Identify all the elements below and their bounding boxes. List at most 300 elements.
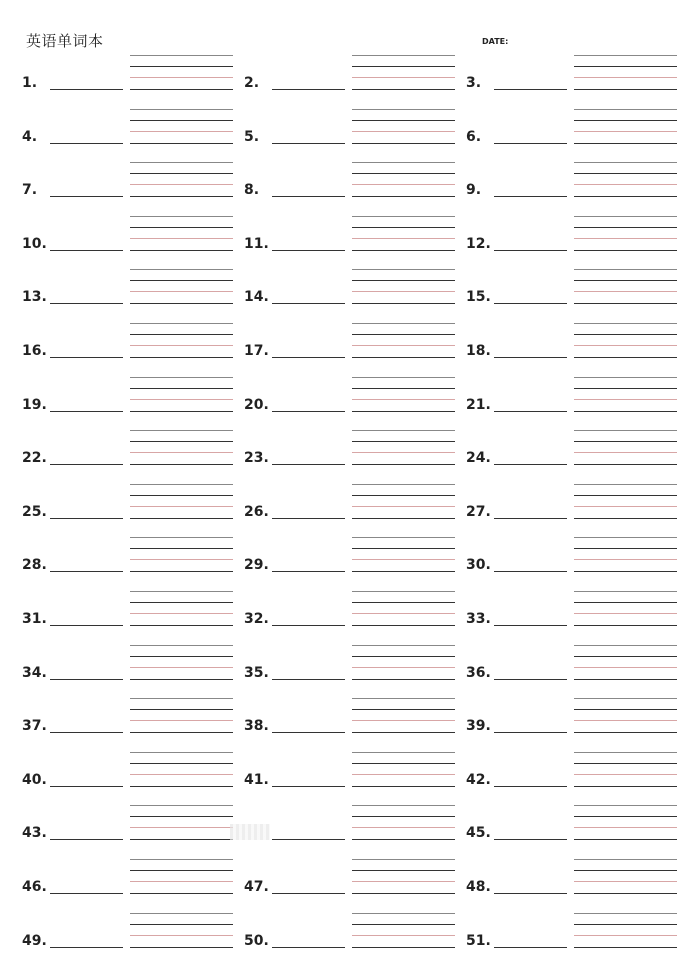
- definition-writing-line[interactable]: [130, 120, 233, 121]
- definition-writing-line[interactable]: [574, 131, 677, 132]
- entry-number: 40.: [22, 771, 47, 788]
- word-writing-line[interactable]: [494, 947, 567, 948]
- definition-writing-line[interactable]: [130, 881, 233, 882]
- entry-number: 1.: [22, 75, 38, 91]
- definition-writing-line[interactable]: [130, 816, 233, 817]
- definition-writing-line[interactable]: [352, 55, 455, 56]
- definition-writing-line[interactable]: [352, 602, 455, 603]
- definition-writing-line[interactable]: [574, 645, 677, 646]
- definition-writing-line[interactable]: [574, 947, 677, 948]
- word-writing-line[interactable]: [50, 143, 123, 144]
- definition-writing-line[interactable]: [574, 345, 677, 346]
- definition-writing-line[interactable]: [352, 250, 455, 251]
- definition-writing-line[interactable]: [130, 377, 233, 378]
- definition-writing-line[interactable]: [130, 227, 233, 228]
- definition-writing-line[interactable]: [130, 303, 233, 304]
- vocab-entry: [244, 108, 459, 162]
- definition-writing-line[interactable]: [130, 250, 233, 251]
- vocab-entry: [244, 644, 459, 698]
- definition-writing-line[interactable]: [574, 173, 677, 174]
- vocab-entry: [22, 108, 237, 162]
- definition-writing-line[interactable]: [352, 656, 455, 657]
- word-writing-line[interactable]: [272, 196, 345, 197]
- definition-writing-line[interactable]: [352, 357, 455, 358]
- word-writing-line[interactable]: [272, 357, 345, 358]
- vocab-entry: [466, 215, 681, 269]
- definition-writing-line[interactable]: [574, 495, 677, 496]
- definition-writing-line[interactable]: [574, 924, 677, 925]
- definition-writing-line[interactable]: [352, 377, 455, 378]
- word-writing-line[interactable]: [50, 679, 123, 680]
- definition-writing-line[interactable]: [574, 452, 677, 453]
- definition-writing-line[interactable]: [352, 173, 455, 174]
- definition-writing-line[interactable]: [574, 227, 677, 228]
- word-writing-line[interactable]: [272, 411, 345, 412]
- definition-writing-line[interactable]: [352, 464, 455, 465]
- definition-writing-line[interactable]: [130, 77, 233, 78]
- definition-writing-line[interactable]: [574, 732, 677, 733]
- definition-writing-line[interactable]: [130, 334, 233, 335]
- word-writing-line[interactable]: [494, 411, 567, 412]
- definition-writing-line[interactable]: [352, 131, 455, 132]
- definition-writing-line[interactable]: [574, 143, 677, 144]
- definition-writing-line[interactable]: [574, 720, 677, 721]
- definition-writing-line[interactable]: [574, 774, 677, 775]
- word-writing-line[interactable]: [50, 625, 123, 626]
- definition-writing-line[interactable]: [352, 816, 455, 817]
- definition-writing-line[interactable]: [130, 805, 233, 806]
- entry-number: 37.: [22, 718, 47, 735]
- vocab-entry: [466, 483, 681, 537]
- definition-writing-line[interactable]: [130, 924, 233, 925]
- definition-writing-line[interactable]: [130, 732, 233, 733]
- definition-writing-line[interactable]: [352, 162, 455, 163]
- definition-writing-line[interactable]: [130, 441, 233, 442]
- definition-writing-line[interactable]: [352, 77, 455, 78]
- vocab-entry: [466, 54, 681, 108]
- definition-writing-line[interactable]: [574, 77, 677, 78]
- definition-writing-line[interactable]: [574, 238, 677, 239]
- definition-writing-line[interactable]: [352, 720, 455, 721]
- entry-number: 33.: [466, 611, 491, 627]
- definition-writing-line[interactable]: [130, 947, 233, 948]
- definition-writing-line[interactable]: [352, 559, 455, 560]
- definition-writing-line[interactable]: [130, 109, 233, 110]
- definition-writing-line[interactable]: [352, 334, 455, 335]
- definition-writing-line[interactable]: [130, 357, 233, 358]
- word-writing-line[interactable]: [50, 839, 123, 840]
- definition-writing-line[interactable]: [352, 924, 455, 925]
- definition-writing-line[interactable]: [574, 752, 677, 753]
- definition-writing-line[interactable]: [130, 464, 233, 465]
- word-writing-line[interactable]: [272, 518, 345, 519]
- definition-writing-line[interactable]: [352, 196, 455, 197]
- word-writing-line[interactable]: [50, 411, 123, 412]
- definition-writing-line[interactable]: [130, 495, 233, 496]
- definition-writing-line[interactable]: [352, 786, 455, 787]
- word-writing-line[interactable]: [272, 625, 345, 626]
- word-writing-line[interactable]: [272, 947, 345, 948]
- definition-writing-line[interactable]: [574, 506, 677, 507]
- word-writing-line[interactable]: [272, 786, 345, 787]
- definition-writing-line[interactable]: [130, 216, 233, 217]
- definition-writing-line[interactable]: [352, 66, 455, 67]
- definition-writing-line[interactable]: [352, 495, 455, 496]
- definition-writing-line[interactable]: [130, 763, 233, 764]
- entry-number: 12.: [466, 235, 491, 252]
- definition-writing-line[interactable]: [352, 827, 455, 828]
- definition-writing-line[interactable]: [352, 893, 455, 894]
- definition-writing-line[interactable]: [352, 913, 455, 914]
- definition-writing-line[interactable]: [352, 839, 455, 840]
- definition-writing-line[interactable]: [574, 291, 677, 292]
- word-writing-line[interactable]: [272, 303, 345, 304]
- definition-writing-line[interactable]: [130, 709, 233, 710]
- definition-writing-line[interactable]: [130, 548, 233, 549]
- definition-writing-line[interactable]: [130, 656, 233, 657]
- definition-writing-line[interactable]: [574, 323, 677, 324]
- definition-writing-line[interactable]: [130, 537, 233, 538]
- definition-writing-line[interactable]: [352, 399, 455, 400]
- vocab-entry: [466, 429, 681, 483]
- definition-writing-line[interactable]: [352, 591, 455, 592]
- definition-writing-line[interactable]: [574, 698, 677, 699]
- word-writing-line[interactable]: [272, 250, 345, 251]
- word-writing-line[interactable]: [494, 518, 567, 519]
- definition-writing-line[interactable]: [352, 430, 455, 431]
- definition-writing-line[interactable]: [574, 625, 677, 626]
- entry-number: 10.: [22, 235, 47, 252]
- definition-writing-line[interactable]: [574, 913, 677, 914]
- entry-number: 47.: [244, 879, 269, 895]
- word-writing-line[interactable]: [50, 518, 123, 519]
- definition-writing-line[interactable]: [130, 786, 233, 787]
- vocab-entry: [22, 54, 237, 108]
- vocab-entry: [22, 268, 237, 322]
- definition-writing-line[interactable]: [130, 452, 233, 453]
- definition-writing-line[interactable]: [352, 280, 455, 281]
- word-writing-line[interactable]: [494, 303, 567, 304]
- definition-writing-line[interactable]: [352, 143, 455, 144]
- word-writing-line[interactable]: [50, 732, 123, 733]
- definition-writing-line[interactable]: [574, 388, 677, 389]
- definition-writing-line[interactable]: [130, 55, 233, 56]
- definition-writing-line[interactable]: [352, 269, 455, 270]
- definition-writing-line[interactable]: [130, 66, 233, 67]
- definition-writing-line[interactable]: [130, 625, 233, 626]
- definition-writing-line[interactable]: [130, 559, 233, 560]
- entry-number: 36.: [466, 664, 491, 681]
- definition-writing-line[interactable]: [574, 613, 677, 614]
- entry-number: 25.: [22, 503, 47, 520]
- definition-writing-line[interactable]: [130, 388, 233, 389]
- definition-writing-line[interactable]: [352, 625, 455, 626]
- definition-writing-line[interactable]: [574, 196, 677, 197]
- word-writing-line[interactable]: [272, 732, 345, 733]
- entry-number: 48.: [466, 879, 491, 895]
- definition-writing-line[interactable]: [130, 935, 233, 936]
- word-writing-line[interactable]: [50, 893, 123, 894]
- definition-writing-line[interactable]: [574, 709, 677, 710]
- definition-writing-line[interactable]: [352, 763, 455, 764]
- definition-writing-line[interactable]: [574, 303, 677, 304]
- entry-number: 26.: [244, 503, 269, 520]
- word-writing-line[interactable]: [50, 357, 123, 358]
- definition-writing-line[interactable]: [574, 548, 677, 549]
- definition-writing-line[interactable]: [574, 280, 677, 281]
- definition-writing-line[interactable]: [574, 216, 677, 217]
- definition-writing-line[interactable]: [352, 548, 455, 549]
- definition-writing-line[interactable]: [130, 839, 233, 840]
- definition-writing-line[interactable]: [130, 196, 233, 197]
- definition-writing-line[interactable]: [130, 484, 233, 485]
- entry-number: 3.: [466, 75, 482, 91]
- definition-writing-line[interactable]: [574, 859, 677, 860]
- definition-writing-line[interactable]: [574, 377, 677, 378]
- definition-writing-line[interactable]: [352, 571, 455, 572]
- word-writing-line[interactable]: [494, 357, 567, 358]
- word-writing-line[interactable]: [494, 625, 567, 626]
- definition-writing-line[interactable]: [574, 537, 677, 538]
- word-writing-line[interactable]: [50, 303, 123, 304]
- definition-writing-line[interactable]: [352, 881, 455, 882]
- definition-writing-line[interactable]: [574, 184, 677, 185]
- word-writing-line[interactable]: [272, 571, 345, 572]
- entry-number: 22.: [22, 450, 47, 467]
- vocab-entry: [22, 858, 237, 912]
- definition-writing-line[interactable]: [352, 667, 455, 668]
- definition-writing-line[interactable]: [574, 55, 677, 56]
- entry-number: 18.: [466, 343, 491, 359]
- definition-writing-line[interactable]: [574, 399, 677, 400]
- word-writing-line[interactable]: [494, 786, 567, 787]
- definition-writing-line[interactable]: [130, 602, 233, 603]
- word-writing-line[interactable]: [50, 89, 123, 90]
- word-writing-line[interactable]: [50, 464, 123, 465]
- word-writing-line[interactable]: [494, 571, 567, 572]
- definition-writing-line[interactable]: [352, 441, 455, 442]
- definition-writing-line[interactable]: [574, 250, 677, 251]
- definition-writing-line[interactable]: [574, 66, 677, 67]
- definition-writing-line[interactable]: [574, 881, 677, 882]
- vocab-entry: [22, 590, 237, 644]
- vocab-entry: [244, 483, 459, 537]
- definition-writing-line[interactable]: [574, 935, 677, 936]
- definition-writing-line[interactable]: [574, 827, 677, 828]
- word-writing-line[interactable]: [272, 464, 345, 465]
- definition-writing-line[interactable]: [352, 411, 455, 412]
- definition-writing-line[interactable]: [352, 345, 455, 346]
- definition-writing-line[interactable]: [352, 613, 455, 614]
- word-writing-line[interactable]: [494, 464, 567, 465]
- definition-writing-line[interactable]: [352, 645, 455, 646]
- definition-writing-line[interactable]: [130, 859, 233, 860]
- definition-writing-line[interactable]: [574, 518, 677, 519]
- definition-writing-line[interactable]: [130, 143, 233, 144]
- definition-writing-line[interactable]: [130, 173, 233, 174]
- definition-writing-line[interactable]: [130, 238, 233, 239]
- vocab-entry: [244, 751, 459, 805]
- definition-writing-line[interactable]: [130, 667, 233, 668]
- vocab-entry: [244, 268, 459, 322]
- definition-writing-line[interactable]: [130, 752, 233, 753]
- definition-writing-line[interactable]: [574, 559, 677, 560]
- definition-writing-line[interactable]: [130, 162, 233, 163]
- word-writing-line[interactable]: [272, 89, 345, 90]
- definition-writing-line[interactable]: [352, 120, 455, 121]
- definition-writing-line[interactable]: [130, 645, 233, 646]
- vocab-entry: [466, 161, 681, 215]
- definition-writing-line[interactable]: [130, 613, 233, 614]
- vocab-entry: [22, 215, 237, 269]
- word-writing-line[interactable]: [50, 571, 123, 572]
- entry-number: 15.: [466, 289, 491, 306]
- definition-writing-line[interactable]: [130, 131, 233, 132]
- definition-writing-line[interactable]: [352, 870, 455, 871]
- vocab-entry: [244, 912, 459, 966]
- definition-writing-line[interactable]: [574, 430, 677, 431]
- definition-writing-line[interactable]: [130, 269, 233, 270]
- definition-writing-line[interactable]: [574, 667, 677, 668]
- definition-writing-line[interactable]: [574, 786, 677, 787]
- definition-writing-line[interactable]: [130, 774, 233, 775]
- definition-writing-line[interactable]: [130, 591, 233, 592]
- word-writing-line[interactable]: [494, 732, 567, 733]
- definition-writing-line[interactable]: [352, 388, 455, 389]
- definition-writing-line[interactable]: [352, 518, 455, 519]
- vocab-entry: [244, 54, 459, 108]
- entry-number: 46.: [22, 879, 47, 895]
- word-writing-line[interactable]: [50, 250, 123, 251]
- definition-writing-line[interactable]: [574, 893, 677, 894]
- definition-writing-line[interactable]: [130, 679, 233, 680]
- definition-writing-line[interactable]: [574, 870, 677, 871]
- definition-writing-line[interactable]: [352, 935, 455, 936]
- definition-writing-line[interactable]: [130, 280, 233, 281]
- definition-writing-line[interactable]: [352, 303, 455, 304]
- definition-writing-line[interactable]: [574, 120, 677, 121]
- word-writing-line[interactable]: [50, 786, 123, 787]
- definition-writing-line[interactable]: [130, 827, 233, 828]
- definition-writing-line[interactable]: [352, 805, 455, 806]
- word-writing-line[interactable]: [494, 143, 567, 144]
- definition-writing-line[interactable]: [574, 484, 677, 485]
- entry-number: 5.: [244, 128, 260, 145]
- definition-writing-line[interactable]: [352, 732, 455, 733]
- definition-writing-line[interactable]: [352, 537, 455, 538]
- definition-writing-line[interactable]: [352, 323, 455, 324]
- definition-writing-line[interactable]: [574, 591, 677, 592]
- word-writing-line[interactable]: [494, 893, 567, 894]
- definition-writing-line[interactable]: [574, 357, 677, 358]
- definition-writing-line[interactable]: [352, 184, 455, 185]
- definition-writing-line[interactable]: [130, 506, 233, 507]
- definition-writing-line[interactable]: [352, 89, 455, 90]
- definition-writing-line[interactable]: [352, 859, 455, 860]
- definition-writing-line[interactable]: [352, 452, 455, 453]
- definition-writing-line[interactable]: [352, 506, 455, 507]
- word-writing-line[interactable]: [494, 250, 567, 251]
- definition-writing-line[interactable]: [352, 109, 455, 110]
- definition-writing-line[interactable]: [130, 291, 233, 292]
- entry-number: 19.: [22, 396, 47, 413]
- word-writing-line[interactable]: [494, 89, 567, 90]
- word-writing-line[interactable]: [50, 947, 123, 948]
- definition-writing-line[interactable]: [574, 656, 677, 657]
- word-writing-line[interactable]: [494, 196, 567, 197]
- definition-writing-line[interactable]: [352, 679, 455, 680]
- word-writing-line[interactable]: [50, 196, 123, 197]
- entry-number: 30.: [466, 557, 491, 574]
- definition-writing-line[interactable]: [352, 752, 455, 753]
- definition-writing-line[interactable]: [574, 602, 677, 603]
- definition-writing-line[interactable]: [130, 345, 233, 346]
- definition-writing-line[interactable]: [130, 720, 233, 721]
- definition-writing-line[interactable]: [352, 709, 455, 710]
- definition-writing-line[interactable]: [130, 571, 233, 572]
- word-writing-line[interactable]: [272, 839, 345, 840]
- definition-writing-line[interactable]: [574, 441, 677, 442]
- definition-writing-line[interactable]: [352, 291, 455, 292]
- word-writing-line[interactable]: [272, 893, 345, 894]
- definition-writing-line[interactable]: [130, 399, 233, 400]
- definition-writing-line[interactable]: [130, 518, 233, 519]
- definition-writing-line[interactable]: [574, 679, 677, 680]
- word-writing-line[interactable]: [272, 143, 345, 144]
- entry-number: 21.: [466, 396, 491, 413]
- word-writing-line[interactable]: [494, 839, 567, 840]
- entry-number: 42.: [466, 771, 491, 788]
- entry-number: 23.: [244, 450, 269, 467]
- definition-writing-line[interactable]: [574, 816, 677, 817]
- definition-writing-line[interactable]: [130, 913, 233, 914]
- word-writing-line[interactable]: [494, 679, 567, 680]
- definition-writing-line[interactable]: [574, 89, 677, 90]
- definition-writing-line[interactable]: [352, 238, 455, 239]
- definition-writing-line[interactable]: [130, 89, 233, 90]
- vocab-entry: [466, 804, 681, 858]
- definition-writing-line[interactable]: [130, 411, 233, 412]
- vocab-entry: [466, 108, 681, 162]
- definition-writing-line[interactable]: [352, 947, 455, 948]
- definition-writing-line[interactable]: [130, 893, 233, 894]
- definition-writing-line[interactable]: [352, 216, 455, 217]
- definition-writing-line[interactable]: [574, 334, 677, 335]
- definition-writing-line[interactable]: [574, 571, 677, 572]
- vocab-entry: [22, 429, 237, 483]
- definition-writing-line[interactable]: [130, 698, 233, 699]
- definition-writing-line[interactable]: [130, 323, 233, 324]
- definition-writing-line[interactable]: [130, 430, 233, 431]
- definition-writing-line[interactable]: [574, 162, 677, 163]
- definition-writing-line[interactable]: [352, 227, 455, 228]
- definition-writing-line[interactable]: [574, 269, 677, 270]
- definition-writing-line[interactable]: [574, 839, 677, 840]
- definition-writing-line[interactable]: [574, 763, 677, 764]
- definition-writing-line[interactable]: [352, 774, 455, 775]
- definition-writing-line[interactable]: [574, 464, 677, 465]
- definition-writing-line[interactable]: [352, 698, 455, 699]
- definition-writing-line[interactable]: [130, 184, 233, 185]
- watermark-smudge: [230, 824, 270, 840]
- definition-writing-line[interactable]: [352, 484, 455, 485]
- definition-writing-line[interactable]: [574, 411, 677, 412]
- word-writing-line[interactable]: [272, 679, 345, 680]
- definition-writing-line[interactable]: [574, 109, 677, 110]
- definition-writing-line[interactable]: [130, 870, 233, 871]
- vocab-entry: [466, 536, 681, 590]
- definition-writing-line[interactable]: [574, 805, 677, 806]
